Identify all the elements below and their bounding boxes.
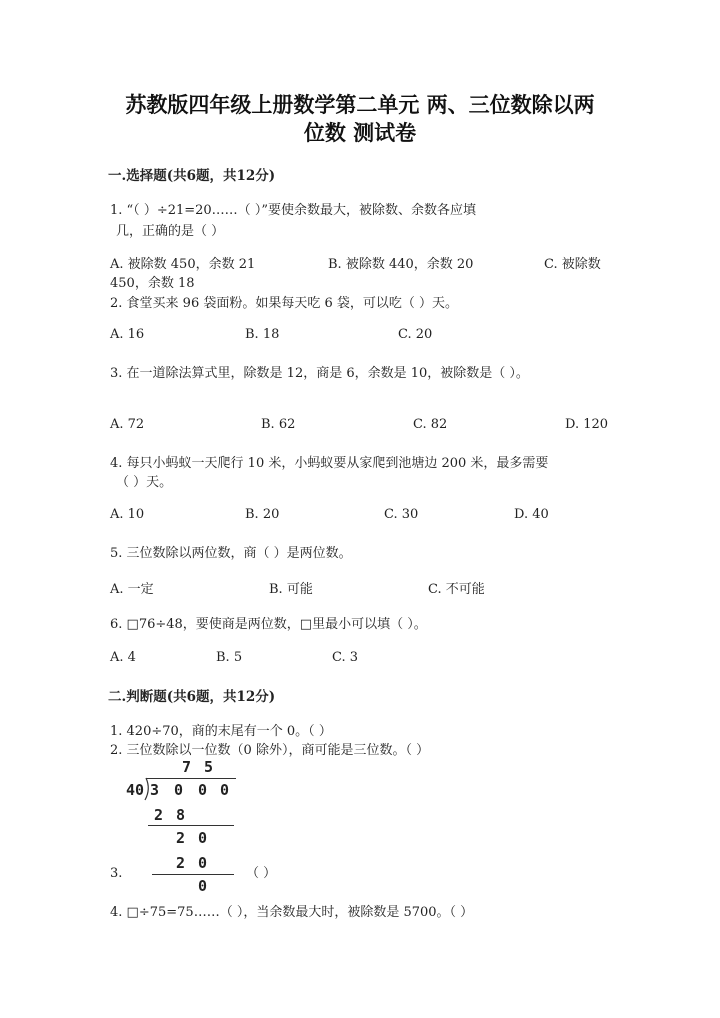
- long-division-figure: [118, 752, 258, 900]
- q1-line1: 1. “（ ）÷21=20……（ ）”要使余数最大，被除数、余数各应填: [110, 203, 476, 218]
- q4-option-d[interactable]: D. 40: [514, 507, 549, 522]
- step1-digit: 2: [154, 806, 164, 824]
- dividend-digit: 0: [220, 781, 230, 799]
- q6-option-b[interactable]: B. 5: [216, 650, 243, 665]
- remainder-digit: 0: [198, 877, 208, 895]
- q4-line1: 4. 每只小蚂蚁一天爬行 10 米，小蚂蚁要从家爬到池塘边 200 米，最多需要: [110, 456, 549, 471]
- dividend-digit: 0: [198, 781, 208, 799]
- dividend-digit: 0: [174, 781, 184, 799]
- page-title-line2: 位数 测试卷: [303, 120, 417, 145]
- step3-digit: 0: [198, 854, 208, 872]
- step2-digit: 2: [176, 829, 186, 847]
- q6-line1: 6. □76÷48，要使商是两位数，□里最小可以填（ ）。: [110, 617, 427, 632]
- q4-line2: （ ）天。: [116, 475, 173, 490]
- q5-option-a[interactable]: A. 一定: [110, 582, 154, 597]
- q2-option-a[interactable]: A. 16: [110, 327, 145, 342]
- step3-digit: 2: [176, 854, 186, 872]
- judge-q3-answer-paren: （ ）: [246, 866, 277, 881]
- subtraction-line: [148, 825, 234, 826]
- q1-option-c-continued: 450，余数 18: [110, 276, 195, 291]
- q5-option-b[interactable]: B. 可能: [269, 582, 313, 597]
- q3-line1: 3. 在一道除法算式里，除数是 12，商是 6，余数是 10，被除数是（ ）。: [110, 366, 529, 381]
- q1-option-b[interactable]: B. 被除数 440，余数 20: [328, 257, 474, 272]
- quotient-digit: 7: [182, 758, 192, 776]
- q6-option-c[interactable]: C. 3: [332, 650, 359, 665]
- q4-option-a[interactable]: A. 10: [110, 507, 145, 522]
- dividend-digit: 3: [150, 781, 160, 799]
- division-bar: [146, 778, 236, 779]
- q5-option-c[interactable]: C. 不可能: [428, 582, 485, 597]
- judge-q1: 1. 420÷70，商的末尾有一个 0。（ ）: [110, 724, 332, 739]
- q1-line2: 几，正确的是（ ）: [116, 224, 225, 239]
- q3-option-d[interactable]: D. 120: [565, 417, 609, 432]
- q2-option-c[interactable]: C. 20: [398, 327, 433, 342]
- section1-heading: 一.选择题(共6题，共12分): [108, 168, 276, 184]
- judge-q3-number: 3.: [110, 866, 123, 881]
- divisor: 40: [126, 781, 145, 799]
- page-title-line1: 苏教版四年级上册数学第二单元 两、三位数除以两: [125, 92, 595, 117]
- section2-heading: 二.判断题(共6题，共12分): [108, 689, 276, 705]
- q4-option-b[interactable]: B. 20: [245, 507, 280, 522]
- q3-option-b[interactable]: B. 62: [261, 417, 296, 432]
- quotient-digit: 5: [204, 758, 214, 776]
- q1-option-c[interactable]: C. 被除数: [544, 257, 601, 272]
- q4-option-c[interactable]: C. 30: [384, 507, 419, 522]
- q2-line1: 2. 食堂买来 96 袋面粉。如果每天吃 6 袋，可以吃（ ）天。: [110, 296, 459, 311]
- judge-q4: 4. □÷75=75……（ ），当余数最大时，被除数是 5700。（ ）: [110, 905, 474, 920]
- q1-option-a[interactable]: A. 被除数 450，余数 21: [110, 257, 256, 272]
- q6-option-a[interactable]: A. 4: [110, 650, 136, 665]
- q3-option-c[interactable]: C. 82: [413, 417, 448, 432]
- step2-digit: 0: [198, 829, 208, 847]
- q5-line1: 5. 三位数除以两位数，商（ ）是两位数。: [110, 546, 352, 561]
- q2-option-b[interactable]: B. 18: [245, 327, 280, 342]
- subtraction-line: [152, 874, 234, 875]
- q3-option-a[interactable]: A. 72: [110, 417, 145, 432]
- step1-digit: 8: [176, 806, 186, 824]
- judge-q2: 2. 三位数除以一位数（0 除外），商可能是三位数。（ ）: [110, 743, 430, 758]
